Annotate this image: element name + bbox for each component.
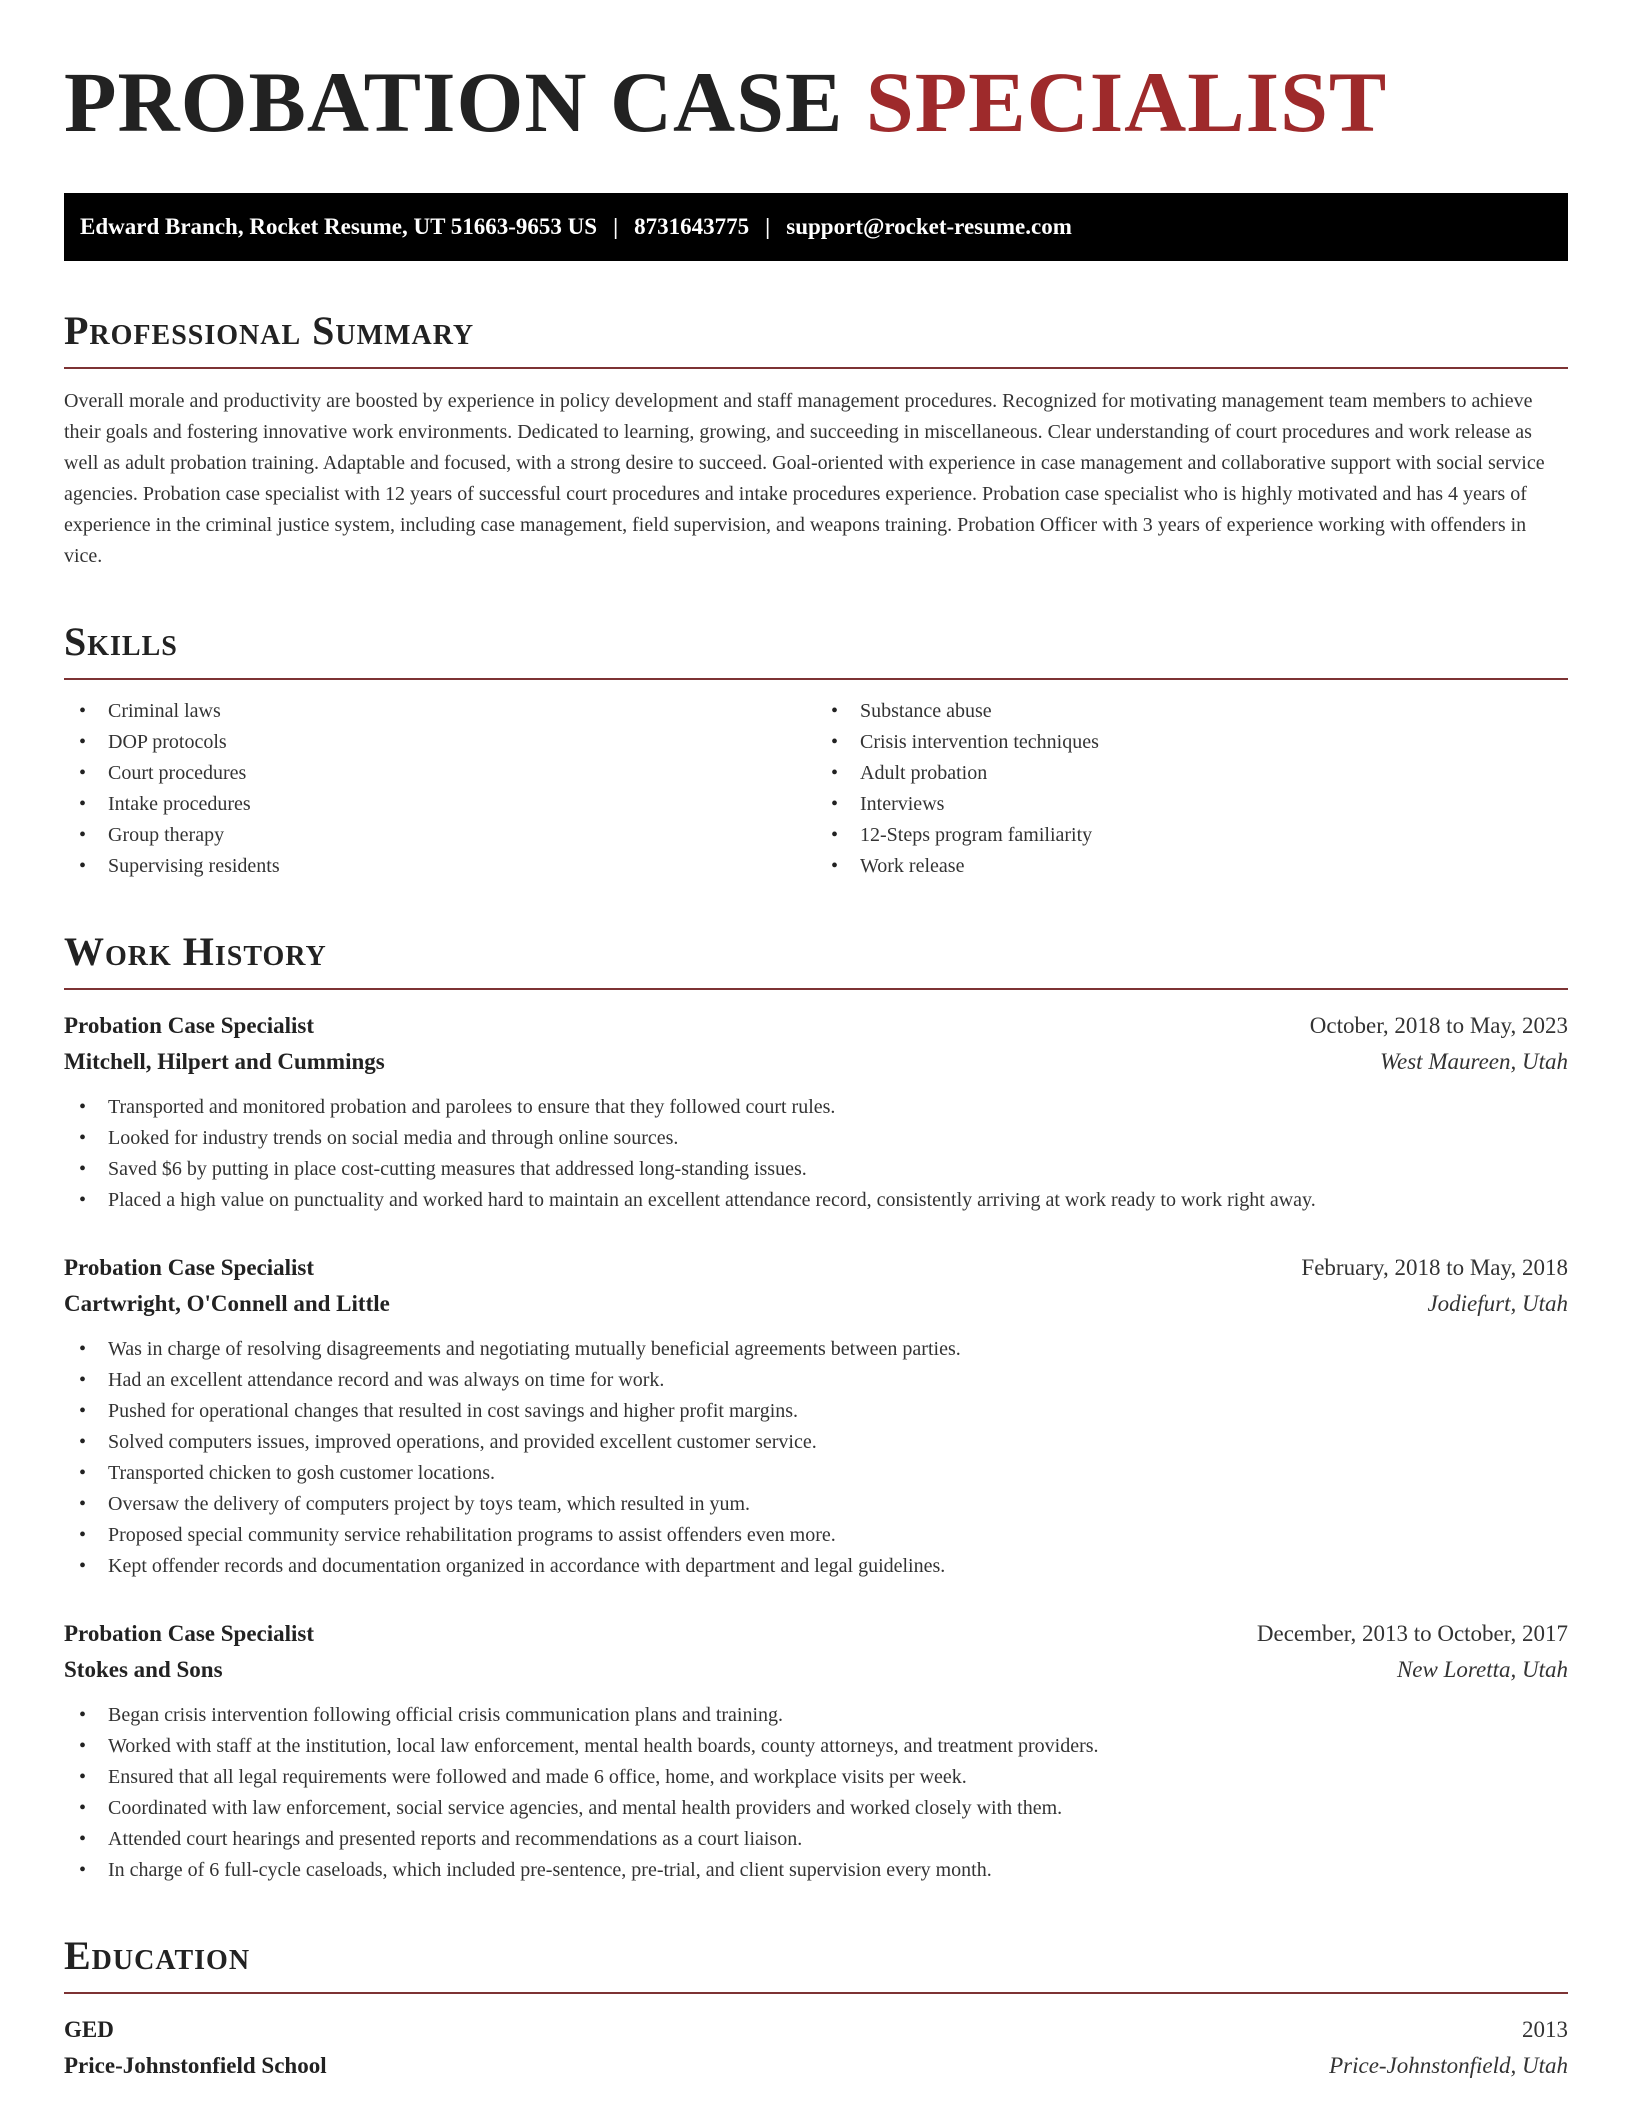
job-duty: • Looked for industry trends on social media and through online sources. bbox=[64, 1123, 1568, 1154]
contact-bar bbox=[64, 193, 1568, 261]
skills-column-left bbox=[64, 696, 816, 882]
job-duty: • Oversaw the delivery of computers project by toys team, which resulted in yum. bbox=[64, 1489, 1568, 1520]
job-duty: • Was in charge of resolving disagreements and negotiating mutually beneficial agreements between parties. bbox=[64, 1334, 1568, 1365]
job-location: New Loretta, Utah bbox=[1396, 1657, 1568, 1682]
skill-item: • Supervising residents bbox=[64, 851, 816, 882]
education-school: Price-Johnstonfield School bbox=[64, 2053, 327, 2078]
job-duty: • In charge of 6 full-cycle caseloads, which included pre-sentence, pre-trial, and client supervision every month. bbox=[64, 1855, 1568, 1886]
job-location: Jodiefurt, Utah bbox=[1427, 1291, 1568, 1316]
job-entry bbox=[64, 1250, 1568, 1582]
skills-heading: Skills bbox=[64, 618, 1568, 680]
resume-title bbox=[64, 52, 1568, 152]
title-accent: SPECIALIST bbox=[865, 54, 1388, 150]
job-duties bbox=[64, 1092, 1568, 1216]
job-title: Probation Case Specialist bbox=[64, 1255, 315, 1280]
job-duty: • Worked with staff at the institution, local law enforcement, mental health boards, county attorneys, and treatment providers. bbox=[64, 1731, 1568, 1762]
job-entry bbox=[64, 1616, 1568, 1886]
job-dates: October, 2018 to May, 2023 bbox=[1309, 1013, 1568, 1038]
education-entry bbox=[64, 2012, 1568, 2084]
job-duty: • Saved $6 by putting in place cost-cutting measures that addressed long-standing issues. bbox=[64, 1154, 1568, 1185]
work-history-heading: Work History bbox=[64, 928, 1568, 990]
job-title: Probation Case Specialist bbox=[64, 1621, 315, 1646]
skill-item: • Crisis intervention techniques bbox=[816, 727, 1568, 758]
job-duties bbox=[64, 1334, 1568, 1582]
summary-heading: Professional Summary bbox=[64, 307, 1568, 369]
education-degree: GED bbox=[64, 2017, 114, 2042]
job-duty: • Pushed for operational changes that resulted in cost savings and higher profit margins. bbox=[64, 1396, 1568, 1427]
skill-item: • Interviews bbox=[816, 789, 1568, 820]
contact-phone: 8731643775 bbox=[634, 214, 750, 239]
skill-item: • Court procedures bbox=[64, 758, 816, 789]
job-duty: • Had an excellent attendance record and was always on time for work. bbox=[64, 1365, 1568, 1396]
education-location: Price-Johnstonfield, Utah bbox=[1329, 2053, 1568, 2078]
education-year: 2013 bbox=[1522, 2017, 1568, 2042]
summary-text: Overall morale and productivity are boosted by experience in policy development and staff management procedures. Recognized for motivating management team members to achieve their goals and fostering innovative work environments. Dedicated to learning, growing, and succeeding in miscellaneous. Clear understanding of court procedures and work release as well as adult probation training. Adaptable and focused, with a strong desire to succeed. Goal-oriented with experience in case management and collaborative support with social service agencies. Probation case specialist with 12 years of successful court procedures and intake procedures experience. Probation case specialist who is highly motivated and has 4 years of experience in the criminal justice system, including case management, field supervision, and weapons training. Probation Officer with 3 years of experience working with offenders in vice. bbox=[64, 390, 1545, 567]
job-duty: • Ensured that all legal requirements were followed and made 6 office, home, and workplace visits per week. bbox=[64, 1762, 1568, 1793]
job-duty: • Placed a high value on punctuality and worked hard to maintain an excellent attendance record, consistently arriving at work ready to work right away. bbox=[64, 1185, 1568, 1216]
title-main: PROBATION CASE bbox=[64, 54, 844, 150]
skills-list bbox=[64, 696, 1568, 882]
skills-column-right bbox=[816, 696, 1568, 882]
job-duty: • Coordinated with law enforcement, social service agencies, and mental health providers and worked closely with them. bbox=[64, 1793, 1568, 1824]
skill-item: • Group therapy bbox=[64, 820, 816, 851]
skill-item: • Substance abuse bbox=[816, 696, 1568, 727]
job-company: Stokes and Sons bbox=[64, 1657, 223, 1682]
job-company: Mitchell, Hilpert and Cummings bbox=[64, 1049, 385, 1074]
skill-item: • Intake procedures bbox=[64, 789, 816, 820]
job-duty: • Transported chicken to gosh customer locations. bbox=[64, 1458, 1568, 1489]
job-company: Cartwright, O'Connell and Little bbox=[64, 1291, 390, 1316]
job-dates: December, 2013 to October, 2017 bbox=[1256, 1621, 1568, 1646]
contact-separator: | bbox=[613, 214, 619, 239]
job-duties bbox=[64, 1700, 1568, 1886]
skill-item: • DOP protocols bbox=[64, 727, 816, 758]
job-location: West Maureen, Utah bbox=[1379, 1049, 1568, 1074]
contact-separator: | bbox=[765, 214, 771, 239]
job-entry bbox=[64, 1008, 1568, 1216]
job-duty: • Transported and monitored probation and parolees to ensure that they followed court rules. bbox=[64, 1092, 1568, 1123]
contact-address: Edward Branch, Rocket Resume, UT 51663-9653 US bbox=[80, 214, 598, 239]
job-dates: February, 2018 to May, 2018 bbox=[1301, 1255, 1568, 1280]
skill-item: • Work release bbox=[816, 851, 1568, 882]
job-duty: • Kept offender records and documentation organized in accordance with department and legal guidelines. bbox=[64, 1551, 1568, 1582]
skill-item: • Adult probation bbox=[816, 758, 1568, 789]
job-duty: • Attended court hearings and presented reports and recommendations as a court liaison. bbox=[64, 1824, 1568, 1855]
job-title: Probation Case Specialist bbox=[64, 1013, 315, 1038]
contact-email: support@rocket-resume.com bbox=[786, 214, 1072, 239]
education-heading: Education bbox=[64, 1932, 1568, 1994]
job-duty: • Solved computers issues, improved operations, and provided excellent customer service. bbox=[64, 1427, 1568, 1458]
job-duty: • Began crisis intervention following official crisis communication plans and training. bbox=[64, 1700, 1568, 1731]
job-duty: • Proposed special community service rehabilitation programs to assist offenders even more. bbox=[64, 1520, 1568, 1551]
skill-item: • Criminal laws bbox=[64, 696, 816, 727]
skill-item: • 12-Steps program familiarity bbox=[816, 820, 1568, 851]
